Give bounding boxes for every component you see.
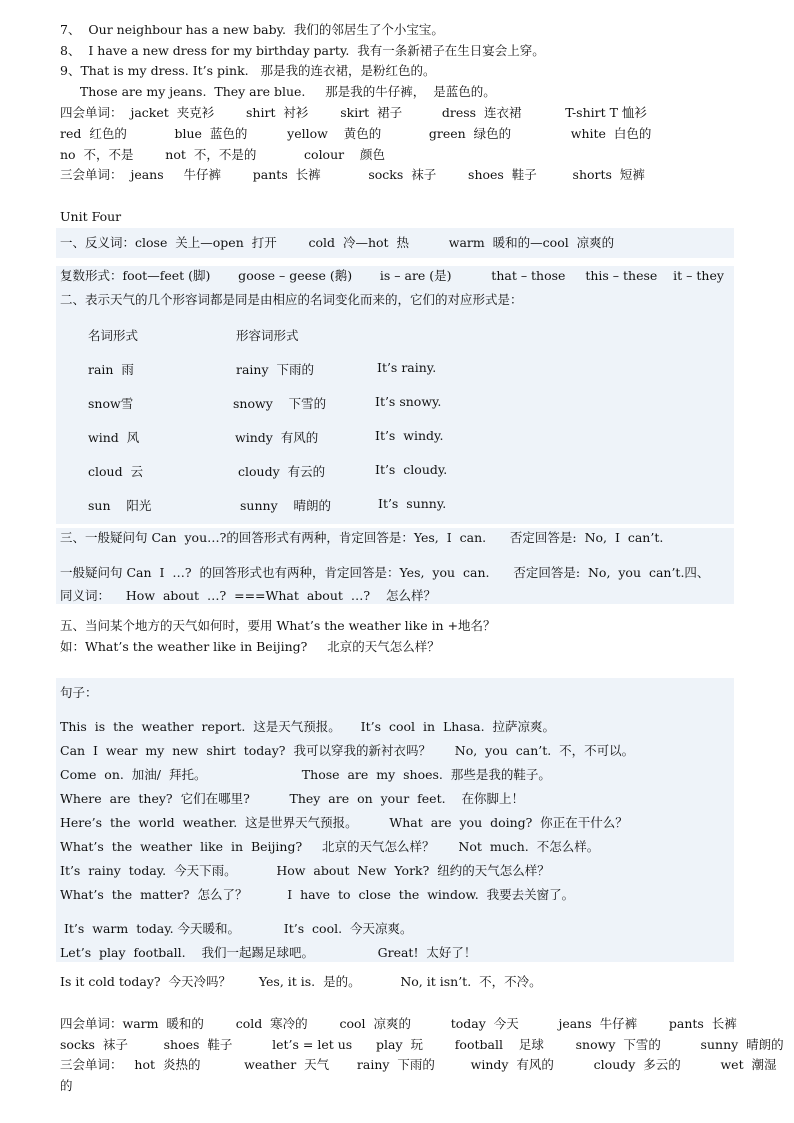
sentences-title: 句子： xyxy=(60,685,98,700)
weather-question-example: 如：What’s the weather like in Beijing? 北京的天气怎么样？ xyxy=(60,639,440,654)
line-8: 8、 I have a new dress for my birthday party. 我有一条新裙子在生日宴会上穿。 xyxy=(60,43,545,58)
table-cell: sun 阳光 xyxy=(88,498,152,513)
table-header-adjective: 形容词形式 xyxy=(236,328,299,343)
can-you-answers: 三、一般疑问句 Can you…?的回答形式有两种，肯定回答是：Yes, I can. 否定回答是: No, I can’t. xyxy=(60,530,664,545)
three-skill-words-b: 三会单词： hot 炎热的 weather 天气 rainy 下雨的 windy 有风的 cloudy 多云的 wet 潮湿 xyxy=(60,1057,777,1072)
table-header-noun: 名词形式 xyxy=(88,328,139,343)
sentence-line: What’s the weather like in Beijing? 北京的天气怎么样？ Not much. 不怎么样。 xyxy=(60,839,600,854)
table-cell: sunny 晴朗的 xyxy=(240,498,332,513)
sentence-line: This is the weather report. 这是天气预报。 It’s cool in Lhasa. 拉萨凉爽。 xyxy=(60,719,556,734)
sentence-line: Is it cold today? 今天冷吗？ Yes, it is. 是的。 No, it isn’t. 不，不冷。 xyxy=(60,974,542,989)
table-cell: It’s rainy. xyxy=(377,360,437,375)
table-cell: rainy 下雨的 xyxy=(236,362,314,377)
weather-adjectives-intro: 二、表示天气的几个形容词都是同是由相应的名词变化而来的，它们的对应形式是： xyxy=(60,292,523,307)
table-cell: It’s sunny. xyxy=(378,496,447,511)
table-cell: It’s windy. xyxy=(375,428,444,443)
table-cell: windy 有风的 xyxy=(235,430,319,445)
sentence-line: Let’s play football. 我们一起踢足球吧。 Great! 太好了！ xyxy=(60,945,477,960)
four-skill-words-2: red 红色的 blue 蓝色的 yellow 黄色的 green 绿色的 white 白色的 xyxy=(60,126,652,141)
sentence-line: Where are they? 它们在哪里? They are on your feet. 在你脚上！ xyxy=(60,791,524,806)
four-skill-words-3: no 不，不是 not 不，不是的 colour 颜色 xyxy=(60,147,386,162)
four-skill-words-b1: 四会单词：warm 暖和的 cold 寒冷的 cool 凉爽的 today 今天 jeans 牛仔裤 pants 长裤 xyxy=(60,1016,737,1031)
unit-title: Unit Four xyxy=(60,209,122,224)
line-9: 9、That is my dress. It’s pink. 那是我的连衣裙，是粉红色的。 xyxy=(60,63,436,78)
table-cell: cloud 云 xyxy=(88,464,144,479)
table-cell: cloudy 有云的 xyxy=(238,464,326,479)
sentence-line: Here’s the world weather. 这是世界天气预报。 What are you doing? 你正在干什么？ xyxy=(60,815,628,830)
table-cell: snowy 下雪的 xyxy=(233,396,327,411)
table-cell: snow雪 xyxy=(88,396,134,411)
sentence-line: What’s the matter? 怎么了？ I have to close the window. 我要去关窗了。 xyxy=(60,887,575,902)
three-skill-words-b-cont: 的 xyxy=(60,1078,73,1093)
four-skill-words-1: 四会单词： jacket 夹克衫 shirt 衬衫 skirt 裙子 dress 连衣裙 T-shirt T 恤衫 xyxy=(60,105,647,120)
sentence-line: Come on. 加油/ 拜托。 Those are my shoes. 那些是我的鞋子。 xyxy=(60,767,551,782)
table-cell: It’s cloudy. xyxy=(375,462,448,477)
line-7: 7、 Our neighbour has a new baby. 我们的邻居生了个小宝宝。 xyxy=(60,22,444,37)
sentence-line: Can I wear my new shirt today? 我可以穿我的新衬衣吗？ No, you can’t. 不，不可以。 xyxy=(60,743,635,758)
antonyms: 一、反义词：close 关上—open 打开 cold 冷—hot 热 warm 暖和的—cool 凉爽的 xyxy=(60,235,615,250)
table-cell: rain 雨 xyxy=(88,362,134,377)
table-cell: wind 风 xyxy=(88,430,140,445)
can-i-answers: 一般疑问句 Can I …? 的回答形式也有两种，肯定回答是：Yes, you can. 否定回答是: No, you can’t.四、 xyxy=(60,565,710,580)
weather-question-rule: 五、当问某个地方的天气如何时，要用 What’s the weather like in +地名？ xyxy=(60,618,496,633)
sentence-line: It’s warm today. 今天暖和。 It’s cool. 今天凉爽。 xyxy=(60,921,413,936)
plural-forms: 复数形式：foot—feet (脚) goose – geese (鹅) is – are (是) that – those this – these it – they xyxy=(60,268,724,283)
table-cell: It’s snowy. xyxy=(375,394,442,409)
three-skill-words: 三会单词： jeans 牛仔裤 pants 长裤 socks 袜子 shoes 鞋子 shorts 短裤 xyxy=(60,167,645,182)
four-skill-words-b2: socks 袜子 shoes 鞋子 let’s = let us play 玩 football 足球 snowy 下雪的 sunny 晴朗的 xyxy=(60,1037,784,1052)
synonyms: 同义词： How about …? ===What about …? 怎么样？ xyxy=(60,588,436,603)
sentence-line: It’s rainy today. 今天下雨。 How about New York? 纽约的天气怎么样？ xyxy=(60,863,550,878)
line-9b: Those are my jeans. They are blue. 那是我的牛仔裤， 是蓝色的。 xyxy=(60,84,496,99)
